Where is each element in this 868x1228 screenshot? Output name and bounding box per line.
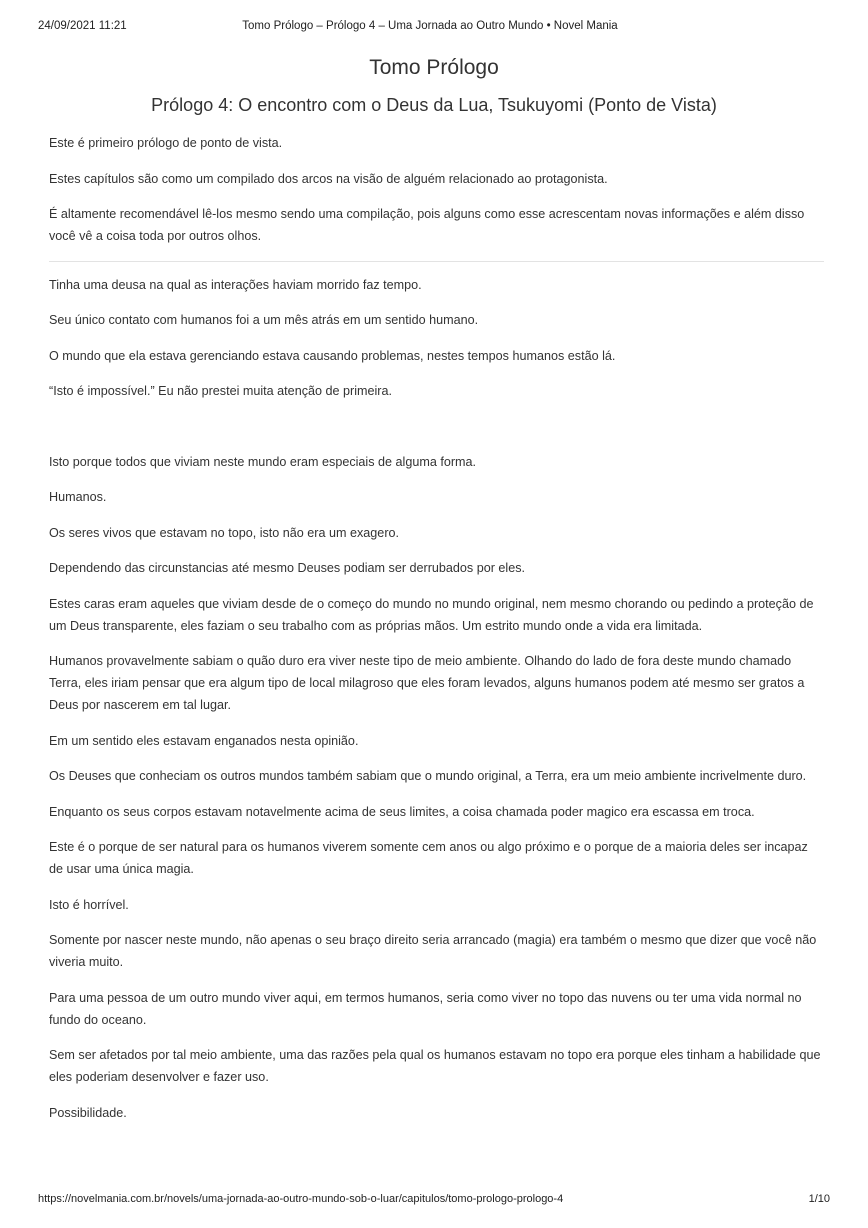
body-paragraph: Em um sentido eles estavam enganados nesta opinião. [49, 733, 359, 748]
chapter-title: Prólogo 4: O encontro com o Deus da Lua, Tsukuyomi (Ponto de Vista) [151, 95, 717, 115]
body-paragraph: Somente por nascer neste mundo, não apenas o seu braço direito seria arrancado (magia) era também o mesmo que dizer que você não viveria muito. [49, 933, 817, 969]
body-paragraph: Isto porque todos que viviam neste mundo eram especiais de alguma forma. [49, 454, 477, 469]
body-paragraph: Os seres vivos que estavam no topo, isto não era um exagero. [49, 525, 400, 540]
print-datetime: 24/09/2021 11:21 [38, 20, 127, 32]
body-paragraph: Sem ser afetados por tal meio ambiente, uma das razões pela qual os humanos estavam no topo era porque eles tinham a habilidade que eles poderiam desenvolver e fazer uso. [49, 1048, 821, 1084]
book-title: Tomo Prólogo [369, 56, 499, 79]
body-paragraph: Enquanto os seus corpos estavam notavelmente acima de seus limites, a coisa chamada poder magico era escassa em troca. [49, 804, 755, 819]
intro-paragraph: Este é primeiro prólogo de ponto de vista. [49, 136, 283, 150]
body-paragraph: O mundo que ela estava gerenciando estava causando problemas, nestes tempos humanos estão lá. [49, 348, 616, 363]
body-paragraph: Possibilidade. [49, 1105, 127, 1120]
print-header [38, 20, 822, 36]
body-paragraph: Estes caras eram aqueles que viviam desde de o começo do mundo no mundo original, nem mesmo chorando ou pedindo a proteção de um Deus transparente, eles faziam o seu trabalho com as próprias mãos. Um estrito mundo onde a vida era limitada. [49, 596, 814, 633]
body-paragraph: Os Deuses que conheciam os outros mundos também sabiam que o mundo original, a Terra, era um meio ambiente incrivelmente duro. [49, 769, 807, 783]
body-paragraph: Para uma pessoa de um outro mundo viver aqui, em termos humanos, seria como viver no topo das nuvens ou ter uma vida normal no fundo do oceano. [49, 990, 802, 1027]
body-paragraph: Seu único contato com humanos foi a um mês atrás em um sentido humano. [49, 313, 479, 327]
body-paragraph: Tinha uma deusa na qual as interações haviam morrido faz tempo. [49, 277, 422, 292]
print-page-title: Tomo Prólogo – Prólogo 4 – Uma Jornada ao Outro Mundo • Novel Mania [242, 20, 618, 32]
body-paragraph: “Isto é impossível.” Eu não prestei muita atenção de primeira. [49, 384, 392, 398]
body-paragraph: Isto é horrível. [49, 897, 129, 912]
intro-paragraph: Estes capítulos são como um compilado dos arcos na visão de alguém relacionado ao protagonista. [49, 171, 608, 186]
body-paragraph: Dependendo das circunstancias até mesmo Deuses podiam ser derrubados por eles. [49, 561, 526, 575]
intro-paragraph: É altamente recomendável lê-los mesmo sendo uma compilação, pois alguns como esse acrescentam novas informações e além disso você vê a coisa toda por outros olhos. [49, 207, 805, 243]
chapter-content [49, 132, 824, 1137]
body-paragraph: Este é o porque de ser natural para os humanos viverem somente cem anos ou algo próximo e o porque de a maioria deles ser incapaz de usar uma única magia. [49, 840, 808, 876]
intro-separator [49, 261, 824, 262]
body-paragraph: Humanos provavelmente sabiam o quão duro era viver neste tipo de meio ambiente. Olhando do lado de fora deste mundo chamado Terra, eles iriam pensar que era algum tipo de local milagroso que eles foram levados, alguns humanos podem até mesmo ser gratos a Deus por nascerem em tal lugar. [49, 654, 805, 712]
print-page-number: 1/10 [808, 1193, 830, 1205]
body-paragraph: Humanos. [49, 490, 107, 504]
blank-line [49, 416, 824, 451]
print-url: https://novelmania.com.br/novels/uma-jornada-ao-outro-mundo-sob-o-luar/capitulos/tomo-prologo-prologo-4 [38, 1193, 564, 1205]
